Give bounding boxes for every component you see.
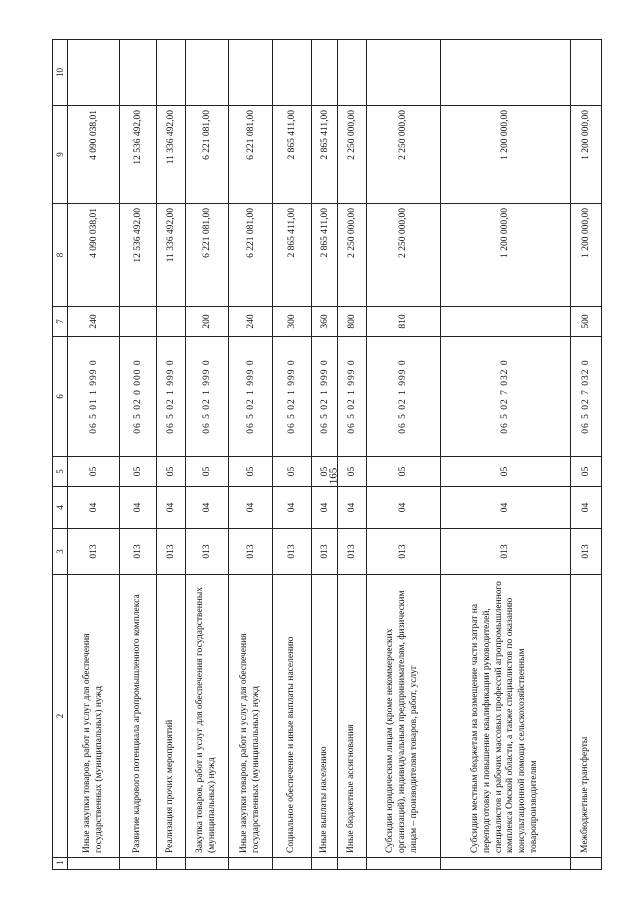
cell-c5: 05: [571, 457, 602, 487]
cell-c10: [312, 40, 338, 106]
cell-c8: 6 221 081,00: [229, 204, 273, 307]
column-header: 3: [53, 529, 68, 575]
cell-num: [120, 858, 157, 870]
cell-c6: 06 5 02 1 999 0: [229, 337, 273, 457]
cell-c4: 04: [120, 487, 157, 529]
cell-c6: 06 5 02 1 999 0: [157, 337, 185, 457]
cell-c5: 05: [312, 457, 338, 487]
cell-c7: [157, 307, 185, 337]
cell-c4: 04: [229, 487, 273, 529]
cell-c4: 04: [312, 487, 338, 529]
table-row: [338, 40, 366, 870]
cell-name: Субсидии юридическим лицам (кроме некоммерческих организаций), индивидуальным предпринимателям, физическим лицам – производителям товаров, работ, услуг: [366, 575, 440, 858]
cell-c9: 6 221 081,00: [185, 106, 229, 204]
cell-num: [272, 858, 311, 870]
cell-num: [440, 858, 571, 870]
cell-c6: 06 5 02 7 032 0: [440, 337, 571, 457]
cell-c8: 1 200 000,00: [571, 204, 602, 307]
cell-c9: 2 250 000,00: [366, 106, 440, 204]
cell-c3: 013: [366, 529, 440, 575]
cell-name: Реализация прочих мероприятий: [157, 575, 185, 858]
table-row: [272, 40, 311, 870]
table-row: [229, 40, 273, 870]
table-row: [68, 40, 120, 870]
cell-c9: 1 200 000,00: [571, 106, 602, 204]
cell-c7: 240: [68, 307, 120, 337]
cell-name: Иные закупки товаров, работ и услуг для обеспечения государственных (муниципальных) нужд: [68, 575, 120, 858]
column-header: 8: [53, 204, 68, 307]
column-header: 9: [53, 106, 68, 204]
cell-c8: 2 250 000,00: [366, 204, 440, 307]
cell-c5: 05: [272, 457, 311, 487]
cell-c9: 1 200 000,00: [440, 106, 571, 204]
cell-c6: 06 5 02 7 032 0: [571, 337, 602, 457]
cell-c7: 800: [338, 307, 366, 337]
table-row: [157, 40, 185, 870]
cell-num: [157, 858, 185, 870]
cell-c6: 06 5 02 1 999 0: [312, 337, 338, 457]
cell-name: Иные закупки товаров, работ и услуг для обеспечения государственных (муниципальных) нужд: [229, 575, 273, 858]
cell-c3: 013: [338, 529, 366, 575]
table-row: [185, 40, 229, 870]
cell-c10: [272, 40, 311, 106]
cell-c6: 06 5 02 1 999 0: [272, 337, 311, 457]
cell-c7: 360: [312, 307, 338, 337]
cell-c8: 1 200 000,00: [440, 204, 571, 307]
cell-c10: [440, 40, 571, 106]
cell-c8: 2 865 411,00: [312, 204, 338, 307]
cell-num: [312, 858, 338, 870]
cell-c4: 04: [440, 487, 571, 529]
cell-c7: 300: [272, 307, 311, 337]
cell-c7: [440, 307, 571, 337]
table-row: [366, 40, 440, 870]
column-header: 7: [53, 307, 68, 337]
cell-c10: [185, 40, 229, 106]
cell-c5: 05: [440, 457, 571, 487]
cell-c4: 04: [272, 487, 311, 529]
cell-c10: [229, 40, 273, 106]
cell-num: [366, 858, 440, 870]
cell-c6: 06 5 01 1 999 0: [68, 337, 120, 457]
cell-c9: 11 336 492,00: [157, 106, 185, 204]
cell-c9: 6 221 081,00: [229, 106, 273, 204]
cell-c8: 12 536 492,00: [120, 204, 157, 307]
cell-name: Иные бюджетные ассигнования: [338, 575, 366, 858]
column-header: 4: [53, 487, 68, 529]
cell-c3: 013: [120, 529, 157, 575]
cell-num: [571, 858, 602, 870]
cell-c8: 6 221 081,00: [185, 204, 229, 307]
cell-c8: 11 336 492,00: [157, 204, 185, 307]
cell-c10: [68, 40, 120, 106]
cell-c4: 04: [157, 487, 185, 529]
cell-c4: 04: [338, 487, 366, 529]
cell-name: Закупка товаров, работ и услуг для обеспечения государственных (муниципальных) нужд: [185, 575, 229, 858]
cell-c5: 05: [229, 457, 273, 487]
cell-num: [68, 858, 120, 870]
cell-c3: 013: [571, 529, 602, 575]
cell-c10: [157, 40, 185, 106]
cell-c5: 05: [185, 457, 229, 487]
cell-c4: 04: [68, 487, 120, 529]
cell-c9: 2 250 000,00: [338, 106, 366, 204]
cell-c6: 06 5 02 1 999 0: [185, 337, 229, 457]
cell-c4: 04: [366, 487, 440, 529]
cell-c5: 05: [120, 457, 157, 487]
cell-num: [185, 858, 229, 870]
cell-c10: [571, 40, 602, 106]
cell-c6: 06 5 02 0 000 0: [120, 337, 157, 457]
cell-name: Развитие кадрового потенциала агропромышленного комплекса: [120, 575, 157, 858]
table-wrapper: [52, 40, 602, 870]
cell-c4: 04: [571, 487, 602, 529]
cell-c5: 05: [366, 457, 440, 487]
cell-c3: 013: [229, 529, 273, 575]
cell-c6: 06 5 02 1 999 0: [338, 337, 366, 457]
cell-num: [229, 858, 273, 870]
cell-c9: 12 536 492,00: [120, 106, 157, 204]
rotated-table-container: [52, 40, 602, 870]
cell-c10: [338, 40, 366, 106]
cell-c8: 2 250 000,00: [338, 204, 366, 307]
column-header: 5: [53, 457, 68, 487]
cell-name: Субсидии местным бюджетам на возмещение части затрат на переподготовку и повышение квалификации руководителей, специалистов и рабочих массовых профессий агропромышленного комплекса Омской области, а также специалистов по оказанию консультационной помощи сельскохозяйственным товаропроизводителям: [440, 575, 571, 858]
cell-c9: 2 865 411,00: [272, 106, 311, 204]
cell-c10: [366, 40, 440, 106]
cell-c7: 810: [366, 307, 440, 337]
column-header: 6: [53, 337, 68, 457]
cell-c6: 06 5 02 1 999 0: [366, 337, 440, 457]
cell-c8: 2 865 411,00: [272, 204, 311, 307]
column-header: 10: [53, 40, 68, 106]
cell-c9: 4 090 038,01: [68, 106, 120, 204]
cell-c7: 200: [185, 307, 229, 337]
header-row: [53, 40, 68, 870]
cell-c3: 013: [185, 529, 229, 575]
page-number: 165: [327, 467, 340, 485]
cell-c10: [120, 40, 157, 106]
table-row: [312, 40, 338, 870]
cell-name: Межбюджетные трансферты: [571, 575, 602, 858]
cell-c4: 04: [185, 487, 229, 529]
cell-c9: 2 865 411,00: [312, 106, 338, 204]
table-body: [68, 40, 602, 870]
cell-c3: 013: [157, 529, 185, 575]
cell-c5: 05: [157, 457, 185, 487]
cell-c8: 4 090 038,01: [68, 204, 120, 307]
table-row: [440, 40, 571, 870]
cell-c3: 013: [440, 529, 571, 575]
cell-name: Иные выплаты населению: [312, 575, 338, 858]
cell-c3: 013: [312, 529, 338, 575]
budget-table: [52, 39, 602, 870]
cell-c5: 05: [338, 457, 366, 487]
cell-name: Социальное обеспечение и иные выплаты населению: [272, 575, 311, 858]
table-row: [571, 40, 602, 870]
cell-c3: 013: [68, 529, 120, 575]
table-row: [120, 40, 157, 870]
cell-c7: 500: [571, 307, 602, 337]
cell-c3: 013: [272, 529, 311, 575]
column-header: 1: [53, 858, 68, 870]
cell-c7: 240: [229, 307, 273, 337]
cell-num: [338, 858, 366, 870]
cell-c5: 05: [68, 457, 120, 487]
column-header: 2: [53, 575, 68, 858]
cell-c7: [120, 307, 157, 337]
